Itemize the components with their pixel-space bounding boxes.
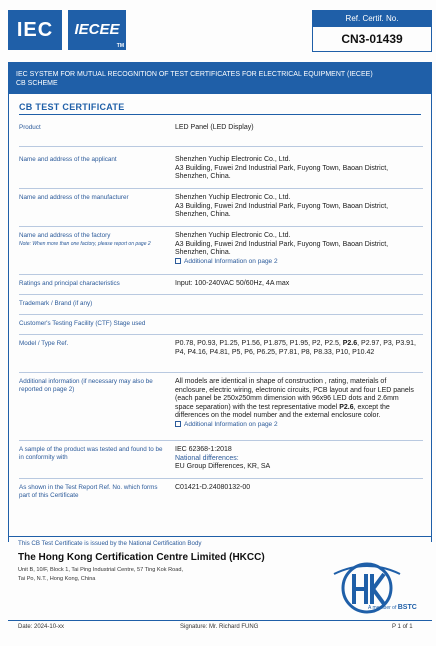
- factory-additional-label: Additional Information on page 2: [184, 257, 278, 265]
- divider: [19, 274, 423, 275]
- additional-representative: P2.6: [339, 403, 354, 411]
- scheme-banner: [8, 62, 432, 94]
- scheme-subtitle: CB SCHEME: [16, 80, 58, 87]
- manufacturer-address: A3 Building, Fuwei 2nd Industrial Park, Fuyong Town, Baoan District, Shenzhen, China.: [175, 202, 389, 218]
- product-label: Product: [19, 124, 41, 131]
- model-list-end: , P2.97, P3, P3.91, P4, P4.16, P4.81, P5, P6, P6.25, P7.81, P8, P8.33, P10, P10.42: [175, 340, 416, 356]
- divider: [19, 294, 423, 295]
- divider: [19, 188, 423, 189]
- factory-additional-info: [175, 258, 419, 267]
- divider: [19, 372, 423, 373]
- additional-info-link: [175, 421, 419, 430]
- page-number: P 1 of 1: [392, 624, 413, 630]
- issue-date: Date: 2024-10-xx: [18, 624, 65, 630]
- factory-value: [175, 232, 419, 266]
- certificate-body: [8, 94, 432, 542]
- model-label: Model / Type Ref.: [19, 340, 69, 347]
- model-value: [175, 340, 419, 357]
- additional-info-label: Additional information (if necessary may also be reported on page 2): [19, 378, 153, 393]
- ncb-address-line2: Tai Po, N.T., Hong Kong, China: [18, 576, 96, 582]
- ctf-label: Customer's Testing Facility (CTF) Stage used: [19, 320, 146, 327]
- header: [8, 6, 432, 54]
- hkcc-logo-arc: [334, 566, 400, 574]
- iecee-logo-text: IECEE: [74, 21, 120, 38]
- hkcc-logo-h: [354, 574, 366, 604]
- ncb-address-line1: Unit B, 10/F, Block 1, Tai Ping Industrial Centre, 57 Ting Kok Road,: [18, 567, 183, 573]
- ref-label: Ref. Certif. No.: [313, 11, 431, 27]
- report-label: As shown in the Test Report Ref. No. which forms part of this Certificate: [19, 484, 158, 499]
- ref-number: CN3-01439: [341, 32, 403, 46]
- applicant-value: [175, 156, 419, 182]
- applicant-name: Shenzhen Yuchip Electronic Co., Ltd.: [175, 156, 291, 163]
- applicant-label: Name and address of the applicant: [19, 156, 117, 163]
- divider: [19, 314, 423, 315]
- factory-note: Note: When more than one factory, please report on page 2: [19, 241, 151, 247]
- model-representative: P2.6: [342, 340, 358, 347]
- iecee-logo: [68, 10, 126, 50]
- hkcc-logo-k: [372, 574, 384, 604]
- product-value: LED Panel (LED Display): [175, 124, 254, 131]
- additional-info-value: [175, 378, 419, 429]
- trademark-label: Trademark / Brand (if any): [19, 300, 93, 307]
- footer-divider: [8, 620, 432, 621]
- ncb-address: [18, 566, 278, 584]
- national-differences-value: EU Group Differences, KR, SA: [175, 463, 271, 470]
- reference-box: [312, 10, 432, 52]
- divider: [19, 478, 423, 479]
- manufacturer-value: [175, 194, 419, 220]
- checkbox-icon[interactable]: [175, 258, 181, 264]
- title-divider: [19, 114, 421, 115]
- member-of-label: A member of: [368, 605, 397, 611]
- applicant-address: A3 Building, Fuwei 2nd Industrial Park, Fuyong Town, Baoan District, Shenzhen, China.: [175, 164, 389, 180]
- factory-name: Shenzhen Yuchip Electronic Co., Ltd.: [175, 232, 291, 239]
- bstc-member: [368, 604, 417, 611]
- divider: [19, 226, 423, 227]
- manufacturer-name: Shenzhen Yuchip Electronic Co., Ltd.: [175, 194, 291, 201]
- national-differences-label: National differences:: [175, 454, 239, 462]
- iecee-trademark: TM: [116, 43, 124, 49]
- divider: [19, 146, 423, 147]
- bstc-logo: BSTC: [397, 604, 417, 611]
- factory-label-text: Name and address of the factory: [19, 232, 111, 239]
- standard: IEC 62368-1:2018: [175, 446, 232, 453]
- factory-label: [19, 232, 167, 248]
- sample-label: A sample of the product was tested and found to be in conformity with: [19, 446, 163, 461]
- manufacturer-label: Name and address of the manufacturer: [19, 194, 129, 201]
- issued-by: This CB Test Certificate is issued by the National Certification Body: [8, 536, 432, 548]
- signature: Signature: Mr. Richard FUNG: [180, 624, 259, 630]
- scheme-title: IEC SYSTEM FOR MUTUAL RECOGNITION OF TEST CERTIFICATES FOR ELECTRICAL EQUIPMENT (IECEE): [16, 71, 373, 78]
- iec-logo: IEC: [8, 10, 62, 50]
- sample-value: [175, 446, 419, 472]
- checkbox-icon[interactable]: [175, 421, 181, 427]
- divider: [19, 440, 423, 441]
- ncb-name: The Hong Kong Certification Centre Limited (HKCC): [18, 552, 265, 563]
- certificate-title: CB TEST CERTIFICATE: [19, 102, 125, 112]
- additional-text-end: , except the differences on the model number and the external enclosure color.: [175, 403, 390, 419]
- report-value: C01421-D.24080132-00: [175, 484, 251, 491]
- additional-info-text: [175, 378, 419, 421]
- additional-info-page2: Additional Information on page 2: [184, 420, 278, 428]
- factory-address: A3 Building, Fuwei 2nd Industrial Park, Fuyong Town, Baoan District, Shenzhen, China.: [175, 240, 389, 256]
- divider: [19, 334, 423, 335]
- ratings-label: Ratings and principal characteristics: [19, 280, 120, 287]
- ratings-value: Input: 100-240VAC 50/60Hz, 4A max: [175, 280, 290, 287]
- additional-text-start: All models are identical in shape of construction , rating, materials of enclosure, electric wiring, electronic circuits, PCB layout and four LED panels (each panel be 250x250mm dimension with 96x96 LED dots and 2.6mm space separation) with the test representative model: [175, 378, 414, 411]
- model-list-start: P0.78, P0.93, P1.25, P1.56, P1.875, P1.95, P2, P2.5,: [175, 340, 343, 347]
